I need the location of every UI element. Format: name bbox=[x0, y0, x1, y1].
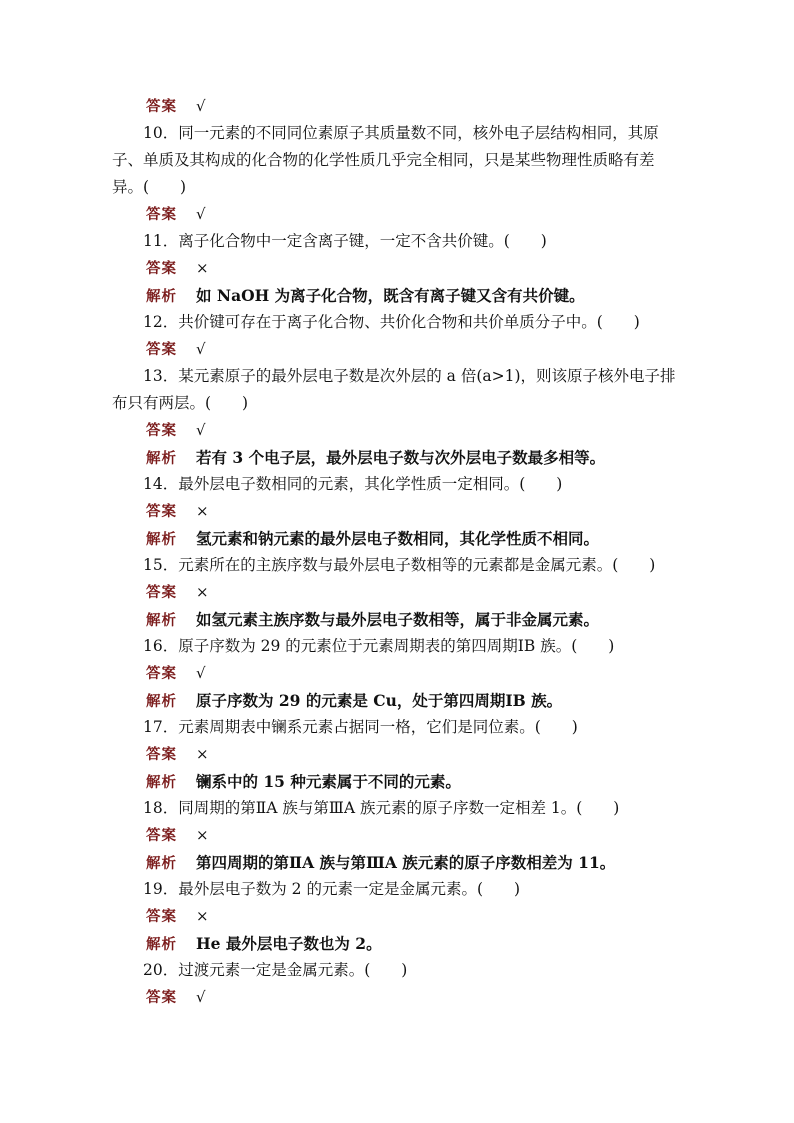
question-continuation: 异。( ) bbox=[112, 178, 187, 196]
question-line: 14．最外层电子数相同的元素，其化学性质一定相同。( ) bbox=[143, 475, 563, 493]
question-continuation: 布只有两层。( ) bbox=[112, 394, 249, 412]
question-line: 20．过渡元素一定是金属元素。( ) bbox=[143, 961, 408, 979]
explanation-text: 氢元素和钠元素的最外层电子数相同，其化学性质不相同。 bbox=[196, 529, 600, 548]
answer-line bbox=[112, 822, 686, 849]
answer-line bbox=[112, 93, 686, 120]
explanation-text: 第四周期的第ⅡA 族与第ⅢA 族元素的原子序数相差为 11。 bbox=[196, 853, 616, 872]
question-line: 11．离子化合物中一定含离子键，一定不含共价键。( ) bbox=[143, 232, 547, 250]
question-line: 16．原子序数为 29 的元素位于元素周期表的第四周期ⅠB 族。( ) bbox=[143, 637, 615, 655]
answer-label: 答案 bbox=[146, 828, 177, 844]
answer-mark: × bbox=[196, 745, 209, 763]
explanation-label: 解析 bbox=[146, 856, 177, 872]
question-line: 18．同周期的第ⅡA 族与第ⅢA 族元素的原子序数一定相差 1。( ) bbox=[143, 799, 620, 817]
explanation-text: He 最外层电子数也为 2。 bbox=[196, 934, 382, 953]
answer-line bbox=[112, 336, 686, 363]
answer-line bbox=[112, 201, 686, 228]
answer-mark: × bbox=[196, 502, 209, 520]
answer-label: 答案 bbox=[146, 585, 177, 601]
question-line: 17．元素周期表中镧系元素占据同一格，它们是同位素。( ) bbox=[143, 718, 578, 736]
explanation-line bbox=[112, 525, 686, 552]
answer-line bbox=[112, 984, 686, 1011]
explanation-label: 解析 bbox=[146, 694, 177, 710]
explanation-text: 镧系中的 15 种元素属于不同的元素。 bbox=[196, 772, 461, 791]
explanation-line bbox=[112, 606, 686, 633]
explanation-label: 解析 bbox=[146, 613, 177, 629]
explanation-line bbox=[112, 444, 686, 471]
explanation-label: 解析 bbox=[146, 451, 177, 467]
answer-mark: × bbox=[196, 583, 209, 601]
explanation-label: 解析 bbox=[146, 532, 177, 548]
explanation-text: 原子序数为 29 的元素是 Cu，处于第四周期ⅠB 族。 bbox=[196, 691, 563, 710]
question-continuation: 子、单质及其构成的化合物的化学性质几乎完全相同，只是某些物理性质略有差 bbox=[112, 151, 655, 169]
answer-mark: √ bbox=[196, 340, 206, 358]
answer-label: 答案 bbox=[146, 990, 177, 1006]
explanation-text: 若有 3 个电子层，最外层电子数与次外层电子数最多相等。 bbox=[196, 448, 606, 467]
answer-label: 答案 bbox=[146, 207, 177, 223]
question-line: 13．某元素原子的最外层电子数是次外层的 a 倍(a>1)，则该原子核外电子排 bbox=[143, 367, 676, 385]
answer-label: 答案 bbox=[146, 423, 177, 439]
question-line: 19．最外层电子数为 2 的元素一定是金属元素。( ) bbox=[143, 880, 521, 898]
answer-mark: √ bbox=[196, 988, 206, 1006]
answer-mark: √ bbox=[196, 664, 206, 682]
explanation-label: 解析 bbox=[146, 775, 177, 791]
answer-mark: × bbox=[196, 907, 209, 925]
question-line: 15．元素所在的主族序数与最外层电子数相等的元素都是金属元素。( ) bbox=[143, 556, 656, 574]
answer-line bbox=[112, 255, 686, 282]
answer-mark: √ bbox=[196, 205, 206, 223]
explanation-line bbox=[112, 687, 686, 714]
question-line: 12．共价键可存在于离子化合物、共价化合物和共价单质分子中。( ) bbox=[143, 313, 640, 331]
explanation-label: 解析 bbox=[146, 937, 177, 953]
answer-label: 答案 bbox=[146, 99, 177, 115]
answer-line bbox=[112, 417, 686, 444]
explanation-text: 如 NaOH 为离子化合物，既含有离子键又含有共价键。 bbox=[196, 286, 585, 305]
answer-line bbox=[112, 660, 686, 687]
explanation-line bbox=[112, 768, 686, 795]
explanation-text: 如氢元素主族序数与最外层电子数相等，属于非金属元素。 bbox=[196, 610, 600, 629]
answer-line bbox=[112, 579, 686, 606]
answer-mark: √ bbox=[196, 421, 206, 439]
explanation-line bbox=[112, 930, 686, 957]
answer-mark: √ bbox=[196, 97, 206, 115]
answer-label: 答案 bbox=[146, 747, 177, 763]
explanation-label: 解析 bbox=[146, 289, 177, 305]
answer-label: 答案 bbox=[146, 342, 177, 358]
answer-label: 答案 bbox=[146, 909, 177, 925]
answer-label: 答案 bbox=[146, 261, 177, 277]
explanation-line bbox=[112, 849, 686, 876]
document-body bbox=[112, 93, 686, 1011]
answer-mark: × bbox=[196, 259, 209, 277]
answer-line bbox=[112, 741, 686, 768]
answer-line bbox=[112, 903, 686, 930]
answer-label: 答案 bbox=[146, 504, 177, 520]
answer-line bbox=[112, 498, 686, 525]
answer-label: 答案 bbox=[146, 666, 177, 682]
question-line: 10．同一元素的不同同位素原子其质量数不同，核外电子层结构相同，其原 bbox=[143, 124, 659, 142]
explanation-line bbox=[112, 282, 686, 309]
answer-mark: × bbox=[196, 826, 209, 844]
